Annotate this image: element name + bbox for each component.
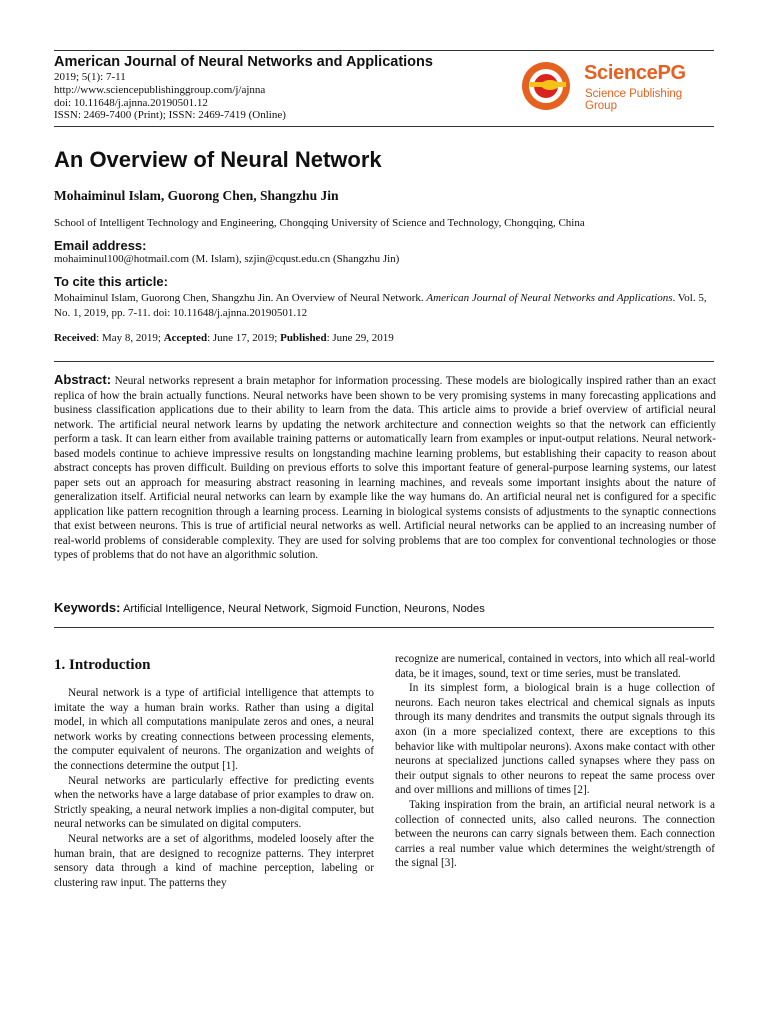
abstract — [54, 373, 716, 563]
email-heading: Email address: — [54, 238, 147, 253]
dates-rule — [54, 361, 714, 362]
accepted-date: : June 17, 2019; — [207, 332, 281, 344]
journal-url[interactable]: http://www.sciencepublishinggroup.com/j/ajnna — [54, 83, 266, 96]
journal-doi: doi: 10.11648/j.ajnna.20190501.12 — [54, 96, 208, 109]
cite-lead: Mohaiminul Islam, Guorong Chen, Shangzhu Jin. An Overview of Neural Network. — [54, 292, 427, 304]
sciencepg-logo-mark-icon — [516, 58, 580, 114]
intro-paragraph: recognize are numerical, contained in vectors, into which all real-world data, be it images, sound, text or time series, must be translated. — [395, 653, 715, 680]
intro-left-column — [54, 686, 374, 890]
keywords-text: Artificial Intelligence, Neural Network, Sigmoid Function, Neurons, Nodes — [120, 603, 485, 615]
sciencepg-logo — [516, 58, 716, 114]
journal-meta — [54, 71, 286, 122]
keywords — [54, 600, 485, 615]
journal-title: American Journal of Neural Networks and Applications — [54, 54, 433, 70]
intro-paragraph: Neural network is a type of artificial intelligence that attempts to imitate the way a human brain works. Rather than using a digital model, in which all computations manipulate zeros and ones, a neural network works by creating connections between processing elements, the computer equivalent of neurons. The organization and weights of the connections determine the output [1]. — [54, 687, 374, 772]
logo-subtitle: Science Publishing Group — [585, 88, 683, 112]
cite-journal: American Journal of Neural Networks and Applications — [426, 292, 673, 304]
cite-tail: . Vol. 5, No. 1, 2019, pp. 7-11. doi: 10.11648/j.ajnna.20190501.12 — [54, 292, 707, 319]
keywords-rule — [54, 627, 714, 628]
cite-text — [54, 291, 716, 320]
header-bottom-rule — [54, 126, 714, 127]
intro-paragraph: Taking inspiration from the brain, an artificial neural network is a collection of connected units, also called neurons. The connection between the neurons can carry signals between them. Each connection carries a real number value which determines the weight/strength of the signal [3]. — [395, 798, 715, 870]
journal-volume: 2019; 5(1): 7-11 — [54, 71, 126, 83]
accepted-label: Accepted — [163, 332, 208, 344]
intro-paragraph: Neural networks are particularly effective for predicting events when the networks have a large database of prior examples to draw on. Strictly speaking, a neural network implies a non-digital computer, but neural networks can be simulated on digital computers. — [54, 774, 374, 831]
keywords-label: Keywords: — [54, 600, 121, 615]
intro-paragraph: In its simplest form, a biological brain is a huge collection of neurons. Each neuron takes electrical and chemical signals as inputs through its many dendrites and transmits the output signals through its axon (in a more specialized context, there are exceptions to this behavior like with multipolar neurons). Axons make contact with other neurons at specialized junctions called synapses where they pass on their output signals to other neurons to repeat the same process over and over millions and millions of times [2]. — [395, 682, 715, 797]
paper-title: An Overview of Neural Network — [54, 147, 382, 172]
paper-affiliation: School of Intelligent Technology and Engineering, Chongqing University of Science and Technology, Chongqing, China — [54, 217, 585, 229]
intro-paragraph: Neural networks are a set of algorithms, modeled loosely after the human brain, that are designed to recognize patterns. They interpret sensory data through a kind of machine perception, labeling or clustering raw input. The patterns they — [54, 832, 374, 889]
logo-brand: SciencePG — [584, 62, 686, 84]
intro-right-column — [395, 652, 715, 871]
abstract-text: Neural networks represent a brain metaphor for information processing. These models are biologically inspired rather than an exact replica of how the brain actually functions. Neural networks have been shown to be very promising systems in many forecasting applications and business classification applications due to their ability to learn from the data. This article aims to provide a brief overview of artificial neural network. The artificial neural network learns by updating the network architecture and connection weights so that the network can efficiently perform a task. It can learn either from available training patterns or automatically learn from examples or input-output relations. Neural network-based models continue to achieve impressive results on longstanding machine learning problems, but establishing their capacity to reason about abstract concepts has proven difficult. Building on previous efforts to solve this important feature of general-purpose learning systems, our latest paper sets out an approach for measuring abstract reasoning in learning machines, and reveals some important insights about the nature of generalization itself. Artificial neural networks can learn by example like the way humans do. An artificial neural net is configured for a specific application like pattern recognition through a learning process. Learning in biological systems consists of adjustments to the synaptic connections that exist between neurons. This is true of artificial neural networks as well. Artificial neural networks can be applied to an increasing number of real-world problems of considerable complexity. They are used for solving problems that are too complex for conventional technologies or those types of problems that do not have an algorithmic solution. — [54, 375, 716, 561]
cite-heading: To cite this article: — [54, 274, 168, 289]
published-date: : June 29, 2019 — [326, 332, 394, 344]
article-dates — [54, 332, 394, 344]
received-date: : May 8, 2019; — [96, 332, 164, 344]
intro-heading: 1. Introduction — [54, 657, 151, 673]
published-label: Published — [280, 332, 327, 344]
header-top-rule — [54, 50, 714, 51]
journal-issn: ISSN: 2469-7400 (Print); ISSN: 2469-7419 (Online) — [54, 109, 286, 122]
email-text: mohaiminul100@hotmail.com (M. Islam), szjin@cqust.edu.cn (Shangzhu Jin) — [54, 253, 400, 265]
received-label: Received — [54, 332, 97, 344]
abstract-label: Abstract: — [54, 372, 112, 387]
paper-authors: Mohaiminul Islam, Guorong Chen, Shangzhu Jin — [54, 188, 339, 203]
